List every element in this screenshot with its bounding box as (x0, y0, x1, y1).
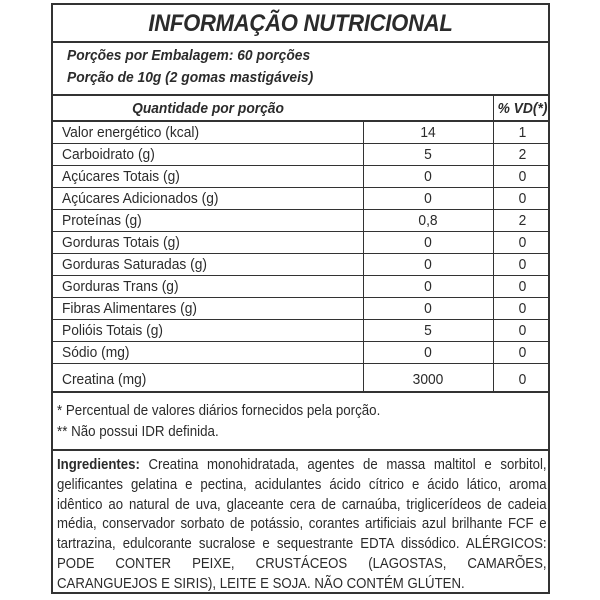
label-title: INFORMAÇÃO NUTRICIONAL (148, 10, 453, 37)
table-row-creatine (53, 369, 548, 391)
nutrient-vd: 0 (518, 256, 527, 273)
nutrition-facts-label (51, 3, 550, 594)
nutrient-vd: 0 (518, 371, 527, 388)
nutrient-quantity: 5 (424, 322, 432, 339)
nutrient-vd: 1 (518, 124, 527, 141)
divider (53, 94, 548, 96)
nutrient-vd: 0 (518, 344, 527, 361)
nutrient-name: Valor energético (kcal) (62, 124, 200, 141)
nutrient-name: Sódio (mg) (62, 344, 130, 361)
ingredients-label: Ingredientes: (57, 457, 140, 473)
nutrient-name: Fibras Alimentares (g) (62, 300, 197, 317)
nutrient-quantity: 0 (424, 234, 432, 251)
nutrient-name: Gorduras Totais (g) (62, 234, 180, 251)
divider (53, 391, 548, 393)
nutrient-name: Proteínas (g) (62, 212, 142, 229)
footnote-idr: ** Não possui IDR definida. (57, 424, 219, 440)
nutrient-vd: 0 (518, 168, 527, 185)
nutrient-quantity: 0,8 (418, 212, 438, 229)
table-row (53, 122, 548, 144)
nutrient-quantity: 3000 (412, 371, 444, 388)
nutrient-quantity: 14 (420, 124, 436, 141)
servings-per-package: Porções por Embalagem: 60 porções (67, 47, 311, 64)
nutrient-name: Açúcares Totais (g) (62, 168, 180, 185)
table-row (53, 232, 548, 254)
table-row (53, 298, 548, 320)
table-row (53, 210, 548, 232)
nutrient-vd: 2 (518, 212, 527, 229)
nutrient-quantity: 0 (424, 168, 432, 185)
table-row (53, 320, 548, 342)
nutrient-name: Creatina (mg) (62, 371, 147, 388)
nutrient-vd: 0 (518, 322, 527, 339)
footnote-vd: * Percentual de valores diários fornecidos pela porção. (57, 403, 381, 419)
table-row (53, 144, 548, 166)
nutrient-name: Polióis Totais (g) (62, 322, 163, 339)
nutrient-vd: 0 (518, 234, 527, 251)
header-quantity: Quantidade por porção (132, 100, 284, 117)
nutrient-name: Açúcares Adicionados (g) (62, 190, 219, 207)
nutrient-quantity: 0 (424, 344, 432, 361)
nutrient-quantity: 0 (424, 190, 432, 207)
nutrient-vd: 2 (518, 146, 527, 163)
nutrient-name: Gorduras Saturadas (g) (62, 256, 207, 273)
divider (53, 449, 548, 451)
table-row (53, 276, 548, 298)
serving-size: Porção de 10g (2 gomas mastigáveis) (67, 69, 314, 86)
ingredients-text (57, 456, 547, 594)
table-row (53, 166, 548, 188)
header-vd: % VD(*) (497, 100, 548, 117)
nutrient-quantity: 0 (424, 300, 432, 317)
table-row (53, 254, 548, 276)
nutrient-quantity: 5 (424, 146, 432, 163)
ingredients-list: Creatina monohidratada, agentes de massa maltitol e sorbitol, gelificantes gelatina e pectina, acidulantes ácido cítrico e ácido lático, aroma idêntico ao natural de uva, glaceante cera de carnaúba, triglicerídeos de cadeia média, conservador sorbato de potássio, corantes artificiais azul brilhante FCF e tartrazina, edulcorante sucralose e sequestrante EDTA dissódico. ALÉRGICOS: PODE CONTER PEIXE, CRUSTÁCEOS (LAGOSTAS, CAMARÕES, CARANGUEJOS E SIRIS), LEITE E SOJA. NÃO CONTÉM GLÚTEN. (57, 457, 547, 592)
nutrient-vd: 0 (518, 300, 527, 317)
nutrient-name: Carboidrato (g) (62, 146, 155, 163)
nutrient-quantity: 0 (424, 278, 432, 295)
table-row (53, 342, 548, 364)
nutrient-quantity: 0 (424, 256, 432, 273)
row-divider (53, 363, 548, 364)
divider (53, 41, 548, 43)
nutrient-vd: 0 (518, 190, 527, 207)
table-row (53, 188, 548, 210)
nutrient-name: Gorduras Trans (g) (62, 278, 179, 295)
nutrient-vd: 0 (518, 278, 527, 295)
